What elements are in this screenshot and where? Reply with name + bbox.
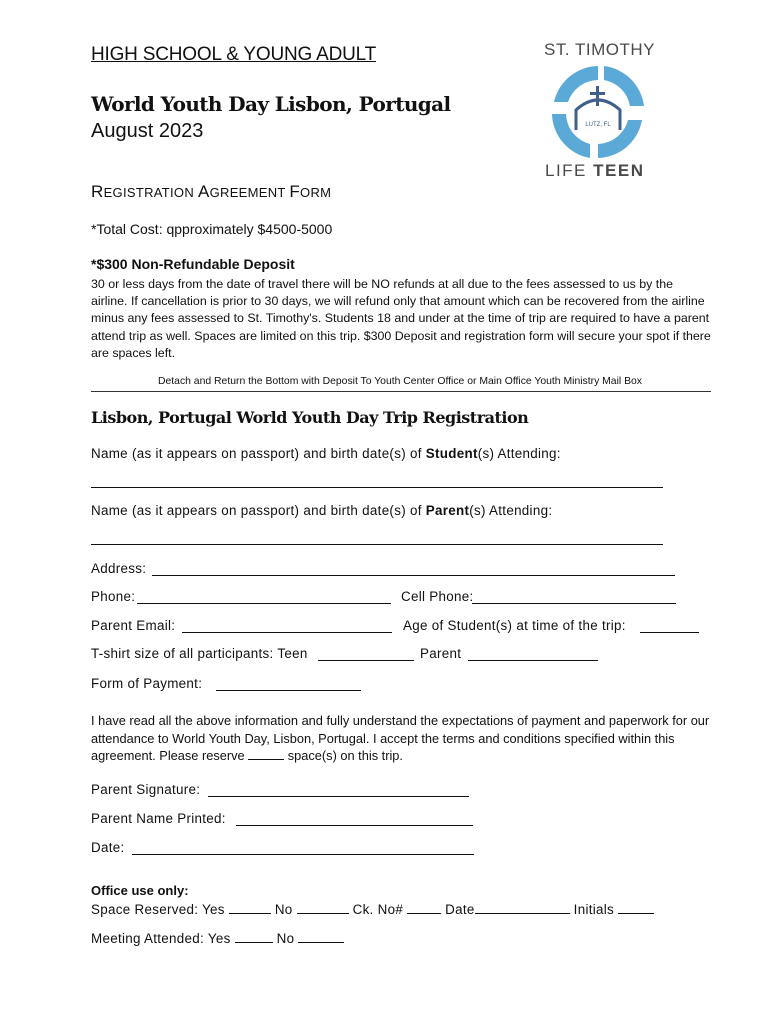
form-title-f: F <box>289 182 301 201</box>
parent-email-line[interactable] <box>182 621 392 633</box>
parent-label-em: Parent <box>425 503 470 518</box>
office-use-heading: Office use only: <box>91 883 189 898</box>
logo-teen: TEEN <box>593 161 645 180</box>
space-reserved-label: Space Reserved: Yes <box>91 902 225 917</box>
form-title <box>91 182 331 202</box>
check-number-label: Ck. No# <box>352 902 404 917</box>
church-logo <box>540 62 656 162</box>
logo-life: LIFE <box>545 161 587 180</box>
total-cost: *Total Cost: qpproximately $4500-5000 <box>91 221 333 237</box>
agreement-pre: I have read all the above information and fully understand the expectations of payment and paperwork for our attendance to World Youth Day, Lisbon, Portugal. I accept the terms and conditions specified within this agreement. Please reserve <box>91 713 710 764</box>
space-reserved-no-label: No <box>274 902 293 917</box>
space-reserved-no-line[interactable] <box>297 902 349 914</box>
phone-label: Phone: <box>91 589 136 604</box>
parent-name-line[interactable] <box>236 814 473 826</box>
payment-line[interactable] <box>216 679 361 691</box>
agreement-text <box>91 712 711 765</box>
address-line[interactable] <box>152 564 675 576</box>
deposit-heading: *$300 Non-Refundable Deposit <box>91 256 295 272</box>
space-reserved-yes-line[interactable] <box>229 902 271 914</box>
parent-label-post: (s) Attending: <box>469 503 553 518</box>
meeting-attended-label: Meeting Attended: Yes <box>91 931 231 946</box>
tshirt-parent-label: Parent <box>420 646 462 661</box>
detach-instruction: Detach and Return the Bottom with Deposit To Youth Center Office or Main Office Youth Ministry Mail Box <box>158 376 642 387</box>
student-names-label <box>91 446 561 461</box>
form-title-a: A <box>197 182 210 201</box>
form-title-orm: ORM <box>300 185 332 200</box>
meeting-row <box>91 931 344 946</box>
document-subtitle: August 2023 <box>91 120 204 142</box>
meeting-no-label: No <box>276 931 295 946</box>
tshirt-label: T-shirt size of all participants: Teen <box>91 646 308 661</box>
tshirt-teen-line[interactable] <box>318 649 414 661</box>
form-title-greement: GREEMENT <box>209 185 290 200</box>
initials-label: Initials <box>573 902 615 917</box>
date-line[interactable] <box>132 843 474 855</box>
check-number-line[interactable] <box>407 902 441 914</box>
parent-names-label <box>91 503 552 518</box>
student-label-post: (s) Attending: <box>477 446 561 461</box>
address-label: Address: <box>91 561 147 576</box>
parent-label-pre: Name (as it appears on passport) and birth date(s) of <box>91 503 426 518</box>
tshirt-parent-line[interactable] <box>468 649 598 661</box>
agreement-post: space(s) on this trip. <box>284 748 403 764</box>
parent-signature-line[interactable] <box>208 785 469 797</box>
form-title-egistration: EGISTRATION <box>103 185 198 200</box>
parent-signature-label: Parent Signature: <box>91 782 201 797</box>
refund-policy: 30 or less days from the date of travel there will be NO refunds at all due to the fees assessed to us by the airline. If cancellation is prior to 30 days, we will refund only that amount which can be recovered from the airline minus any fees assessed to St. Timothy's. Students 18 and under at the time of trip are required to have a parent attend trip as well. Spaces are limited on this trip. $300 Deposit and registration form will secure your spot if there are spaces left. <box>91 277 711 360</box>
date-label: Date: <box>91 840 125 855</box>
student-age-label: Age of Student(s) at time of the trip: <box>403 618 626 633</box>
student-label-pre: Name (as it appears on passport) and birth date(s) of <box>91 446 426 461</box>
parent-name-label: Parent Name Printed: <box>91 811 226 826</box>
initials-line[interactable] <box>618 902 654 914</box>
office-row <box>91 902 654 917</box>
student-age-line[interactable] <box>640 621 699 633</box>
header-text: HIGH SCHOOL & YOUNG ADULT <box>91 44 376 65</box>
logo-footer <box>545 161 644 181</box>
office-date-line[interactable] <box>475 902 570 914</box>
cell-phone-label: Cell Phone: <box>401 589 474 604</box>
cell-phone-line[interactable] <box>472 592 676 604</box>
office-date-label: Date <box>445 902 475 917</box>
logo-title: ST. TIMOTHY <box>544 40 655 59</box>
detach-rule <box>91 391 711 392</box>
parent-email-label: Parent Email: <box>91 618 176 633</box>
form-title-r: R <box>91 182 104 201</box>
phone-line[interactable] <box>137 592 391 604</box>
meeting-yes-line[interactable] <box>235 931 273 943</box>
payment-label: Form of Payment: <box>91 676 203 691</box>
parent-names-line[interactable] <box>91 544 663 545</box>
meeting-no-line[interactable] <box>298 931 344 943</box>
logo-location: LUTZ, FL <box>585 122 611 128</box>
document-title: World Youth Day Lisbon, Portugal <box>91 92 451 116</box>
section-title: Lisbon, Portugal World Youth Day Trip Registration <box>91 408 529 427</box>
student-names-line[interactable] <box>91 487 663 488</box>
spaces-reserve-line[interactable] <box>248 748 284 760</box>
student-label-em: Student <box>425 446 478 461</box>
